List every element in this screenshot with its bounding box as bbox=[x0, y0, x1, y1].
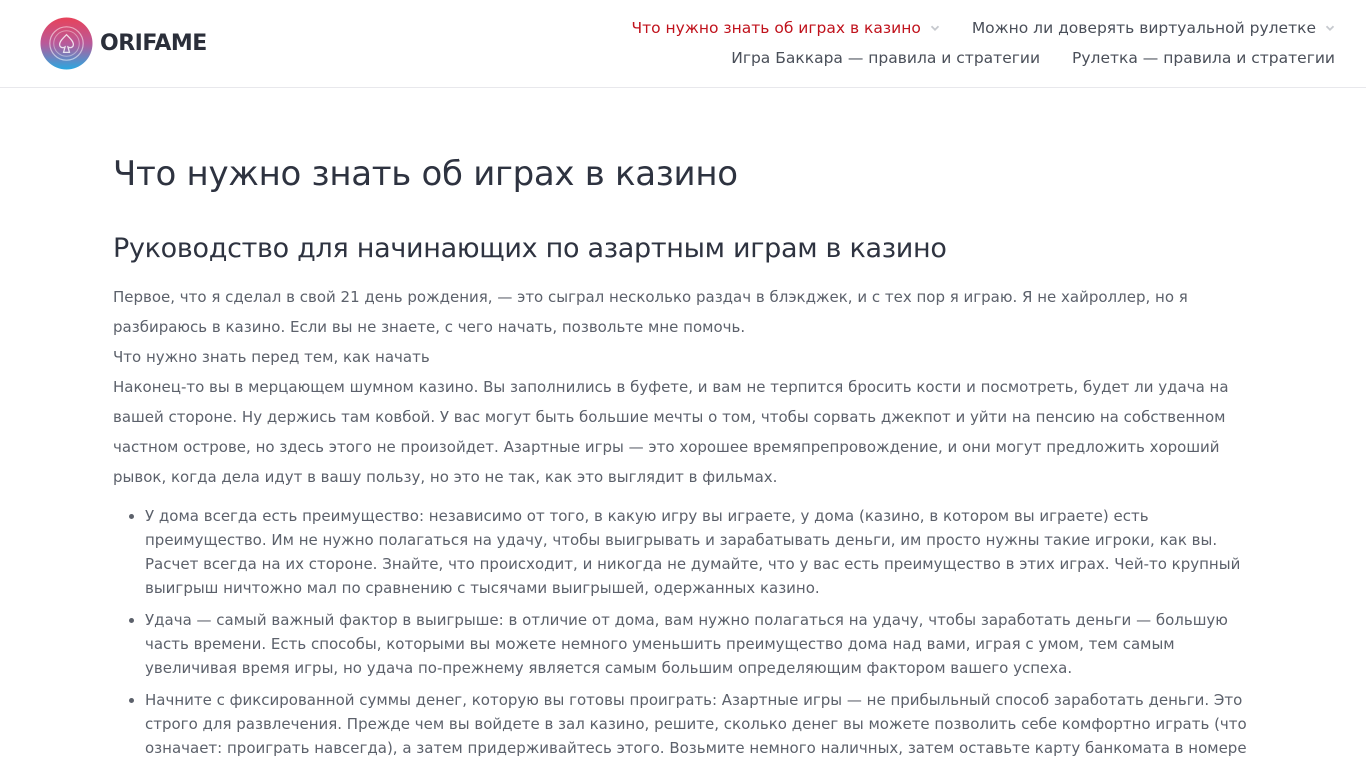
paragraph-casino: Наконец-то вы в мерцающем шумном казино. Вы заполнились в буфете, и вам не терпится бросить кости и посмотреть, будет ли удача на вашей стороне. Ну держись там ковбой. У вас могут быть большие мечты о том, чтобы сорвать джекпот и уйти на пенсию на собственном частном острове, но здесь этого не произойдет. Азартные игры — это хорошее времяпрепровождение, и они могут предложить хороший рывок, когда дела идут в вашу пользу, но это не так, как это выглядит в фильмах. bbox=[113, 378, 1229, 486]
list-item: • Начните с фиксированной суммы денег, которую вы готовы проиграть: Азартные игры — не прибыльный способ заработать деньги. Это строго для развлечения. Прежде чем вы войдете в зал казино, решите, сколько денег вы можете позволить себе комфортно играть (что означает: проиграть навсегда), а затем придерживайтесь этого. Возьмите немного наличных, затем оставьте карту банкомата в номере bbox=[145, 688, 1251, 760]
article-subtitle: Руководство для начинающих по азартным играм в казино bbox=[113, 233, 947, 264]
tips-list bbox=[113, 504, 1251, 760]
nav-item-label: Можно ли доверять виртуальной рулетке bbox=[971, 19, 1316, 37]
nav-item-label: Игра Баккара — правила и стратегии bbox=[731, 49, 1041, 67]
site-logo[interactable] bbox=[40, 17, 207, 70]
nav-item-casino-games[interactable] bbox=[631, 13, 939, 43]
logo-text: ORIFAME bbox=[100, 31, 207, 56]
site-header bbox=[0, 0, 1366, 88]
list-item: • У дома всегда есть преимущество: независимо от того, в какую игру вы играете, у дома (казино, в котором вы играете) есть преимущество. Им не нужно полагаться на удачу, чтобы выигрывать и зарабатывать деньги, им просто нужны такие игроки, как вы. Расчет всегда на их стороне. Знайте, что происходит, и никогда не думайте, что у вас есть преимущество в этих играх. Чей-то крупный выигрыш ничтожно мал по сравнению с тысячами выигрышей, одержанных казино. bbox=[145, 504, 1251, 600]
nav-item-virtual-roulette[interactable] bbox=[972, 13, 1335, 43]
logo-icon bbox=[40, 17, 93, 70]
chevron-down-icon bbox=[1325, 23, 1335, 33]
list-item: • Удача — самый важный фактор в выигрыше: в отличие от дома, вам нужно полагаться на удачу, чтобы заработать деньги — большую часть времени. Есть способы, которыми вы можете немного уменьшить преимущество дома над вами, играя с умом, тем самым увеличивая время игры, но удача по-прежнему является самым большим определяющим фактором вашего успеха. bbox=[145, 608, 1251, 680]
nav-item-baccarat[interactable] bbox=[731, 43, 1040, 73]
nav-item-roulette[interactable] bbox=[1072, 43, 1335, 73]
main-nav bbox=[300, 13, 1335, 73]
page-title: Что нужно знать об играх в казино bbox=[113, 154, 738, 194]
paragraph-before-start: Что нужно знать перед тем, как начать bbox=[113, 348, 430, 366]
nav-item-label: Что нужно знать об играх в казино bbox=[631, 19, 921, 37]
nav-item-label: Рулетка — правила и стратегии bbox=[1072, 49, 1335, 67]
article-content bbox=[113, 140, 1253, 768]
paragraph-intro: Первое, что я сделал в свой 21 день рождения, — это сыграл несколько раздач в блэкджек, и с тех пор я играю. Я не хайроллер, но я разбираюсь в казино. Если вы не знаете, с чего начать, позвольте мне помочь. bbox=[113, 288, 1188, 336]
chevron-down-icon bbox=[930, 23, 940, 33]
